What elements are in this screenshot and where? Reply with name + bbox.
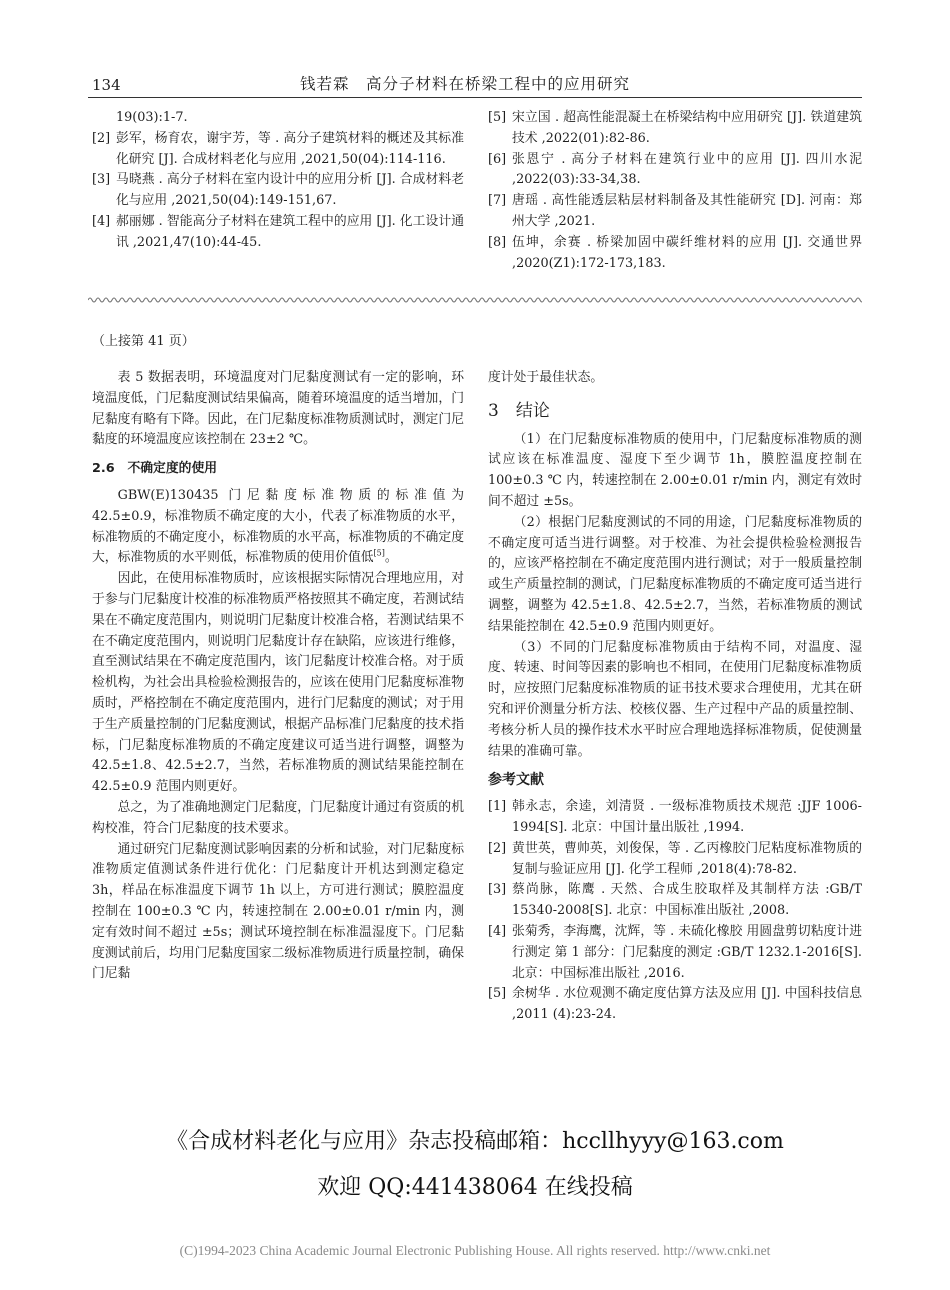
top-references-right bbox=[488, 108, 862, 274]
submission-email-banner: 《合成材料老化与应用》杂志投稿邮箱：hccllhyyy@163.com bbox=[166, 1129, 784, 1154]
paragraph: GBW(E)130435 门尼黏度标准物质的标准值为 42.5±0.9，标准物质不确定度的大小，代表了标准物质的水平，标准物质的不确定度小，标准物质的水平高，标准物质的不确定度大，标准物质的水平则低，标准物质的使用价值低[5]。 bbox=[92, 487, 464, 566]
submission-qq-banner: 欢迎 QQ:441438064 在线投稿 bbox=[317, 1175, 633, 1200]
reference-item: [2] 黄世英，曹帅英，刘俊保，等 . 乙丙橡胶门尼粘度标准物质的复制与验证应用 [J]. 化学工程师 ,2018(4):78-82. bbox=[488, 840, 862, 877]
paragraph: 通过研究门尼黏度测试影响因素的分析和试验，对门尼黏度标准物质定值测试条件进行优化：门尼黏度计开机达到测定稳定 3h，样品在标准温度下调节 1h 以上，方可进行测试；膜腔温度控制在 100±0.3 ℃ 内，转速控制在 2.00±0.01 r/min 内，测定有效时间不超过 ±5s；测试环境控制在标准温湿度下。门尼黏度测试前后，均用门尼黏度国家二级标准物质进行质量控制，确保门尼黏 bbox=[92, 841, 464, 982]
top-references-left bbox=[92, 108, 464, 254]
reference-item: [5] 余树华 . 水位观测不确定度估算方法及应用 [J]. 中国科技信息 ,2011 (4):23-24. bbox=[488, 986, 862, 1023]
reference-item: [7] 唐瑶 . 高性能透层粘层材料制备及其性能研究 [D]. 河南：郑州大学 ,2021. bbox=[488, 193, 862, 229]
reference-item: [3] 马晓燕 . 高分子材料在室内设计中的应用分析 [J]. 合成材料老化与应用 ,2021,50(04):149-151,67. bbox=[92, 172, 464, 209]
reference-item: [5] 宋立国 . 超高性能混凝土在桥梁结构中应用研究 [J]. 铁道建筑技术 ,2022(01):82-86. bbox=[488, 110, 862, 146]
paragraph: （1）在门尼黏度标准物质的使用中，门尼黏度标准物质的测试应该在标准温度、湿度下至少调节 1h，膜腔温度控制在 100±0.3 ℃ 内，转速控制在 2.00±0.01 r/min 内，测定有效时间不超过 ±5s。 bbox=[488, 431, 862, 509]
page-number: 134 bbox=[92, 76, 121, 94]
reference-item: [8] 伍坤，余赛 . 桥梁加固中碳纤维材料的应用 [J]. 交通世界 ,2020(Z1):172-173,183. bbox=[488, 234, 862, 271]
wavy-divider-icon bbox=[88, 296, 862, 304]
section-heading-2-6: 2.6 不确定度的使用 bbox=[92, 461, 218, 477]
references-heading: 参考文献 bbox=[488, 772, 544, 789]
reference-item: [2] 彭军，杨育农，谢宇芳，等 . 高分子建筑材料的概述及其标准化研究 [J]. 合成材料老化与应用 ,2021,50(04):114-116. bbox=[92, 130, 464, 167]
paragraph: 因此，在使用标准物质时，应该根据实际情况合理地应用，对于参与门尼黏度计校准的标准物质严格按照其不确定度，若测试结果在不确定度范围内，则说明门尼黏度计校准合格，若测试结果不在不确定度范围内，则说明门尼黏度计存在缺陷，应该进行维修，直至测试结果在不确定度范围内，该门尼黏度计校准合格。对于质检机构，为社会出具检验检测报告的，应该在使用门尼黏度标准物质时，严格控制在不确定度范围内，进行门尼黏度的测试；对于用于生产质量控制的门尼黏度测试，根据产品标准门尼黏度的技术指标，门尼黏度标准物质的不确定度建议可适当进行调整，调整为 42.5±1.8、42.5±2.7，当然，若标准物质的测试结果能控制在 42.5±0.9 范围内则更好。 bbox=[92, 571, 464, 795]
section-heading-3: 3 结论 bbox=[488, 400, 550, 421]
copyright-footer: (C)1994-2023 China Academic Journal Electronic Publishing House. All rights reserved. http://www.cnki.net bbox=[179, 1243, 771, 1258]
paragraph: 总之，为了准确地测定门尼黏度，门尼黏度计通过有资质的机构校准，符合门尼黏度的技术要求。 bbox=[92, 799, 464, 836]
main-right-column bbox=[488, 368, 862, 1026]
paragraph: 表 5 数据表明，环境温度对门尼黏度测试有一定的影响，环境温度低，门尼黏度测试结果偏高，随着环境温度的适当增加，门尼黏度有略有下降。因此，在门尼黏度标准物质测试时，测定门尼黏度的环境温度应该控制在 23±2 ℃。 bbox=[92, 370, 464, 448]
running-title: 钱若霖 高分子材料在桥梁工程中的应用研究 bbox=[300, 75, 631, 93]
reference-item: [6] 张恩宁 . 高分子材料在建筑行业中的应用 [J]. 四川水泥 ,2022(03):33-34,38. bbox=[488, 151, 862, 188]
reference-item: [4] 郝丽娜 . 智能高分子材料在建筑工程中的应用 [J]. 化工设计通讯 ,2021,47(10):44-45. bbox=[92, 213, 464, 250]
paragraph: （2）根据门尼黏度测试的不同的用途，门尼黏度标准物质的不确定度可适当进行调整。对于校准、为社会提供检验检测报告的，应该严格控制在不确定度范围内进行测试；对于一般质量控制或生产质量控制的测试，门尼黏度标准物质的不确定度可适当进行调整，调整为 42.5±1.8、42.5±2.7，当然，若标准物质的测试结果能控制在 42.5±0.9 范围内则更好。 bbox=[488, 514, 862, 634]
wavy-divider bbox=[88, 296, 862, 304]
paragraph: （3）不同的门尼黏度标准物质由于结构不同，对温度、湿度、转速、时间等因素的影响也不相同，在使用门尼黏度标准物质时，应按照门尼黏度标准物质的证书技术要求合理使用，尤其在研究和评价测量分析方法、校核仪器、生产过程中产品的质量控制、考核分析人员的操作技术水平时应合理地选择标准物质，促使测量结果的准确可靠。 bbox=[488, 639, 862, 759]
reference-item: [3] 蔡尚脉，陈鹰 . 天然、合成生胶取样及其制样方法 :GB/T 15340-2008[S]. 北京：中国标准出版社 ,2008. bbox=[488, 882, 862, 919]
main-left-column bbox=[92, 368, 464, 985]
citation: [5] bbox=[373, 549, 385, 559]
reference-item: [4] 张菊秀，李海鹰，沈辉，等 . 未硫化橡胶 用圆盘剪切粘度计进行测定 第 1 部分：门尼黏度的测定 :GB/T 1232.1-2016[S]. 北京：中国标准出版社 ,2016. bbox=[488, 923, 862, 981]
header-rule bbox=[88, 97, 862, 98]
continued-from-note: （上接第 41 页） bbox=[92, 334, 195, 349]
reference-item: [1] 韩永志，余逵，刘清贤 . 一级标准物质技术规范 :JJF 1006-1994[S]. 北京：中国计量出版社 ,1994. bbox=[488, 799, 862, 835]
paragraph: 度计处于最佳状态。 bbox=[488, 370, 604, 385]
reference-item: 19(03):1-7. bbox=[116, 110, 188, 125]
